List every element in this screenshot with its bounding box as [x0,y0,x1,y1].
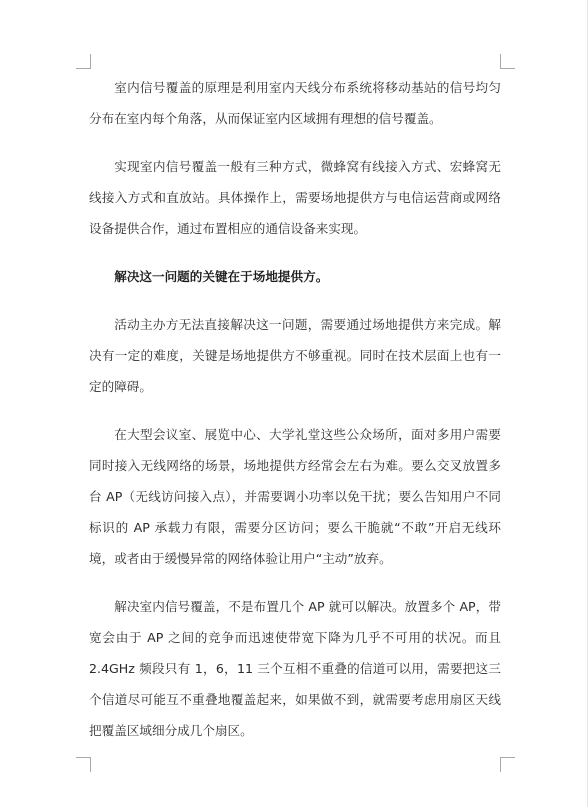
paragraph-public-venues: 在大型会议室、展览中心、大学礼堂这些公众场所，面对多用户需要同时接入无线网络的场景，场地提供方经常会左右为难。要么交叉放置多台 AP（无线访问接入点），并需要调小功率以免干扰；要么告知用户不同标识的 AP 承载力有限，需要分区访问；要么干脆就“不敢”开启无线环境，或者由于缓慢异常的网络体验让用户“主动”放弃。 [89,427,501,566]
margin-marker-top-right [500,54,515,69]
paragraph-implementation-methods: 实现室内信号覆盖一般有三种方式，微蜂窝有线接入方式、宏蜂窝无线接入方式和直放站。具体操作上，需要场地提供方与电信运营商或网络设备提供合作，通过布置相应的通信设备来实现。 [89,159,501,236]
paragraph-organizer-difficulty: 活动主办方无法直接解决这一问题，需要通过场地提供方来完成。解决有一定的难度，关键是场地提供方不够重视。同时在技术层面上也有一定的障碍。 [89,317,501,394]
document-body[interactable] [89,72,501,763]
paragraph-key-point-heading: 解决这一问题的关键在于场地提供方。 [114,269,329,284]
paragraph-signal-coverage-principle: 室内信号覆盖的原理是利用室内天线分布系统将移动基站的信号均匀分布在室内每个角落，从而保证室内区域拥有理想的信号覆盖。 [89,80,501,126]
paragraph-ap-channels: 解决室内信号覆盖，不是布置几个 AP 就可以解决。放置多个 AP，带宽会由于 AP 之间的竞争而迅速使带宽下降为几乎不可用的状况。而且 2.4GHz 频段只有 1，6，11 三个互相不重叠的信道可以用，需要把这三个信道尽可能互不重叠地覆盖起来，如果做不到，就需要考虑用扇区天线把覆盖区域细分成几个扇区。 [89,599,501,738]
margin-marker-top-left [76,54,91,69]
margin-marker-bottom-right [500,757,515,772]
